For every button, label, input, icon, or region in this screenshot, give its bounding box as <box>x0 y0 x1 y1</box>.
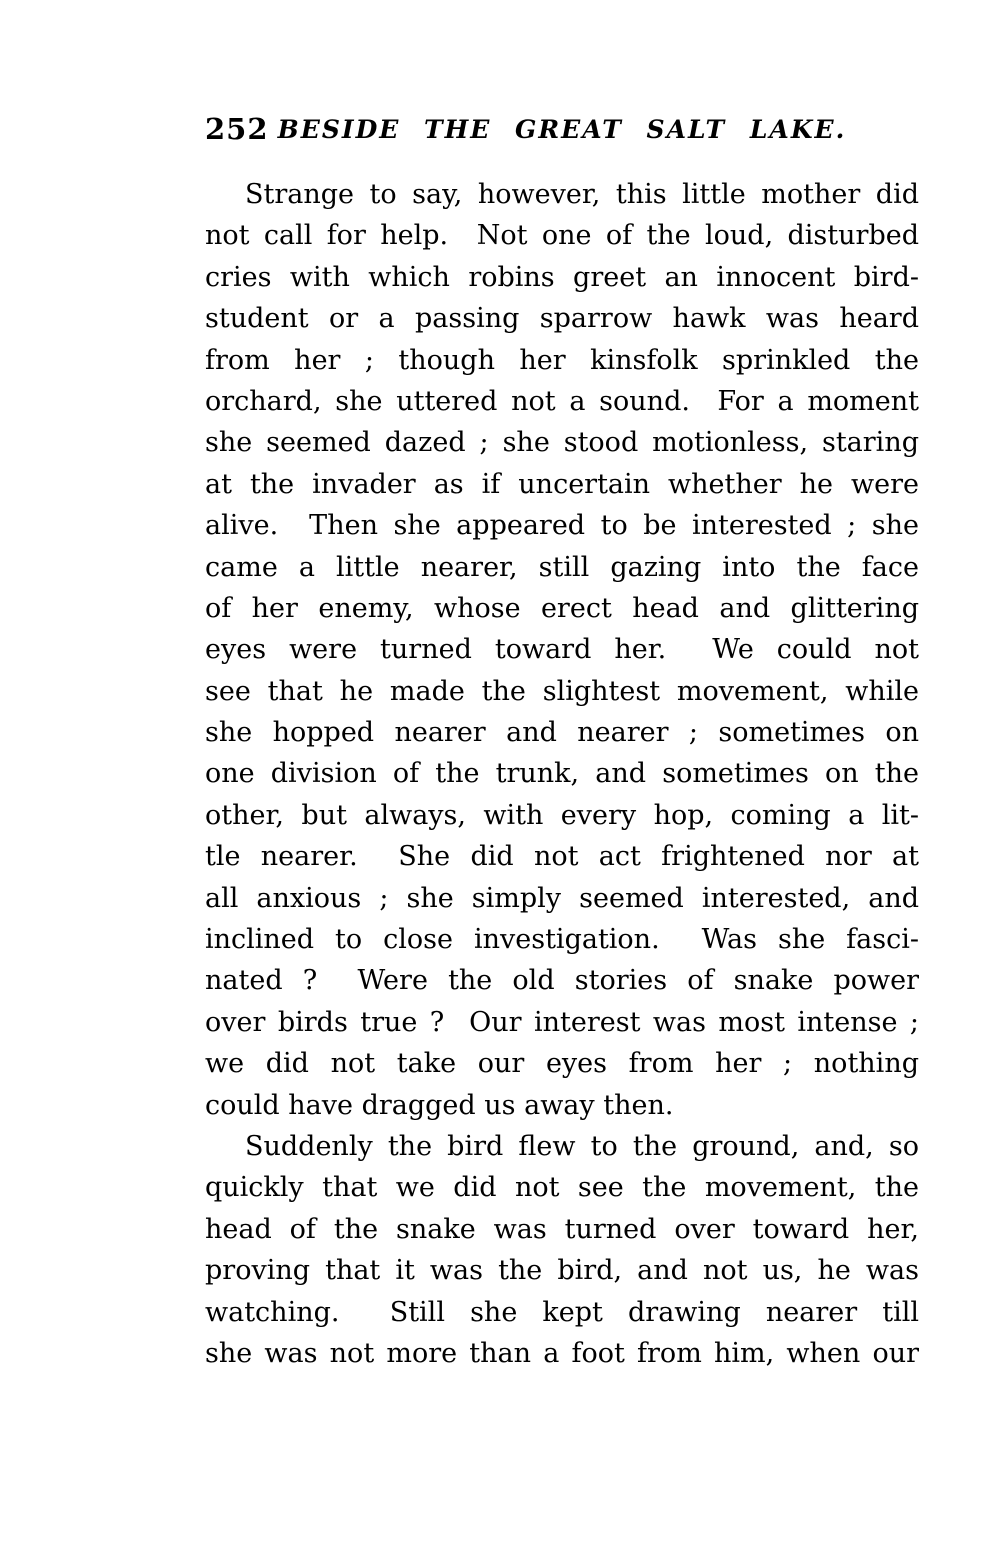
text-line: she seemed dazed ; she stood motionless, staring <box>205 427 919 459</box>
text-line: came a little nearer, still gazing into the face <box>205 551 919 583</box>
text-line: watching. Still she kept drawing nearer till <box>205 1296 919 1328</box>
text-line: orchard, she uttered not a sound. For a moment <box>205 385 919 417</box>
text-line: proving that it was the bird, and not us, he was <box>205 1255 919 1287</box>
text-line: from her ; though her kinsfolk sprinkled the <box>205 344 919 376</box>
text-line: could have dragged us away then. <box>205 1089 674 1121</box>
text-line: see that he made the slightest movement, while <box>205 675 919 707</box>
text-line: tle nearer. She did not act frightened nor at <box>205 841 919 873</box>
text-line: she was not more than a foot from him, when our <box>205 1337 919 1369</box>
text-line: over birds true ? Our interest was most intense ; <box>205 1006 919 1038</box>
text-line: of her enemy, whose erect head and glittering <box>205 592 919 624</box>
running-header <box>205 110 919 150</box>
text-line: all anxious ; she simply seemed interested, and <box>205 882 919 914</box>
text-line: alive. Then she appeared to be interested ; she <box>205 510 919 542</box>
text-line: nated ? Were the old stories of snake power <box>205 965 919 997</box>
text-line: we did not take our eyes from her ; nothing <box>205 1048 919 1080</box>
text-line: cries with which robins greet an innocent bird- <box>205 261 919 293</box>
text-line: head of the snake was turned over toward her, <box>205 1213 919 1245</box>
text-line: at the invader as if uncertain whether he were <box>205 468 919 500</box>
text-line: other, but always, with every hop, coming a lit- <box>205 799 919 831</box>
text-line: student or a passing sparrow hawk was heard <box>205 303 919 335</box>
text-line: Strange to say, however, this little mother did <box>245 179 919 210</box>
text-line: not call for help. Not one of the loud, disturbed <box>205 220 919 252</box>
text-line: Suddenly the bird flew to the ground, and, so <box>245 1130 919 1162</box>
body-text <box>205 174 919 1374</box>
running-title: BESIDE THE GREAT SALT LAKE. <box>277 115 847 144</box>
text-line: she hopped nearer and nearer ; sometimes on <box>205 717 919 749</box>
text-line: one division of the trunk, and sometimes on the <box>205 758 919 790</box>
text-line: inclined to close investigation. Was she fasci- <box>205 924 919 956</box>
text-line: quickly that we did not see the movement, the <box>205 1172 919 1204</box>
page-number: 252 <box>205 112 269 146</box>
text-line: eyes were turned toward her. We could not <box>205 634 919 666</box>
